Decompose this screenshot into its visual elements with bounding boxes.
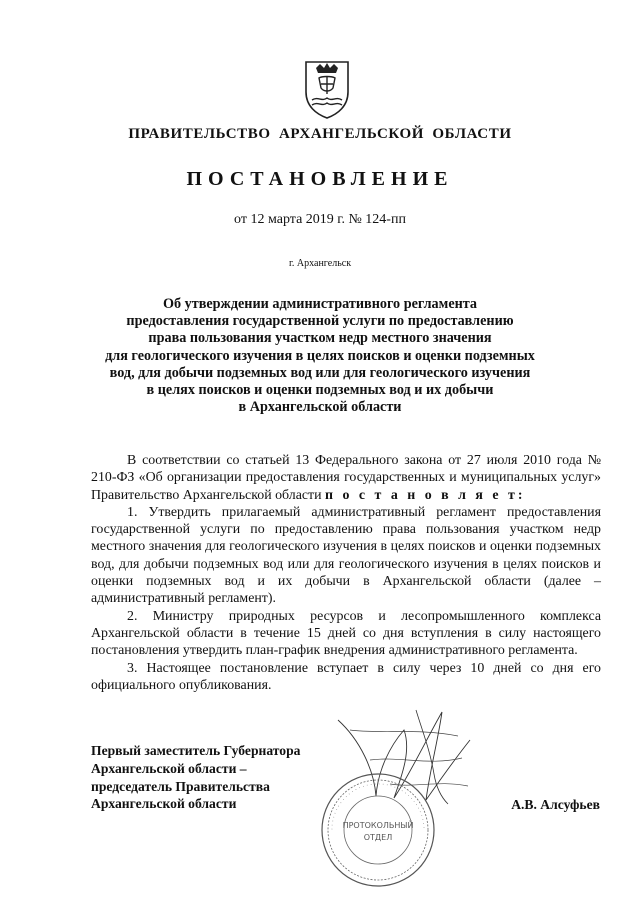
subject-line: вод, для добычи подземных вод или для геологического изучения	[109, 364, 531, 381]
subject-line: предоставления государственной услуги по предоставлению	[126, 313, 514, 330]
signer-title-line: Архангельской области –	[91, 760, 247, 776]
signer-title-line: председатель Правительства	[91, 778, 270, 794]
official-stamp	[318, 770, 438, 890]
subject-line: права пользования участком недр местного значения	[148, 330, 492, 347]
item-2-paragraph: 2. Министру природных ресурсов и лесопромышленного комплекса Архангельской области в течение 15 дней со дня вступления в силу настоящего постановления утвердить план-график внедрения административного регламента.	[91, 608, 601, 659]
subject-line: в Архангельской области	[238, 399, 402, 416]
item-1-paragraph: 1. Утвердить прилагаемый административный регламент предоставления государственной услуги по предоставлению права пользования участком недр местного значения для геологического изучения в целях поисков и оценки подземных вод, для добычи подземных вод или для геологического изучения в целях поисков и оценки подземных вод и их добычи в Архангельской области (далее – административный регламент).	[91, 504, 601, 607]
decree-word: п о с т а н о в л я е т:	[325, 487, 526, 503]
stamp-text-line: ОТДЕЛ	[363, 833, 393, 842]
government-name: ПРАВИТЕЛЬСТВО АРХАНГЕЛЬСКОЙ ОБЛАСТИ	[128, 126, 512, 142]
item-3-paragraph: 3. Настоящее постановление вступает в силу через 10 дней со дня его официального опубликования.	[91, 660, 601, 693]
document-date-number: от 12 марта 2019 г. № 124-пп	[234, 212, 406, 227]
svg-text:· · · · · · · · · · · · · · ·: · · · · · · · · · · · · · · · · · · · · · · · · · · · · · · · · · · · ·	[328, 780, 427, 831]
preamble-text: В соответствии со статьей 13 Федерального закона от 27 июля 2010 года № 210-ФЗ «Об организации предоставления государственных и муниципальных услуг» Правительство Архангельской области	[91, 453, 601, 503]
document-type: ПОСТАНОВЛЕНИЕ	[186, 168, 454, 190]
coat-of-arms-icon	[302, 58, 352, 120]
stamp-text-line: ПРОТОКОЛЬНЫЙ	[342, 821, 414, 830]
preamble-paragraph	[91, 452, 601, 504]
signer-title-line: Архангельской области	[91, 796, 237, 812]
subject-line: для геологического изучения в целях поисков и оценки подземных	[105, 347, 535, 364]
document-subject	[70, 296, 570, 416]
document-body	[91, 452, 601, 694]
subject-line: в целях поисков и оценки подземных вод и их добычи	[146, 382, 494, 399]
subject-line: Об утверждении административного регламента	[162, 296, 478, 312]
document-city: г. Архангельск	[288, 258, 352, 269]
signer-name: А.В. Алсуфьев	[511, 797, 600, 812]
signer-title-line: Первый заместитель Губернатора	[91, 743, 301, 758]
